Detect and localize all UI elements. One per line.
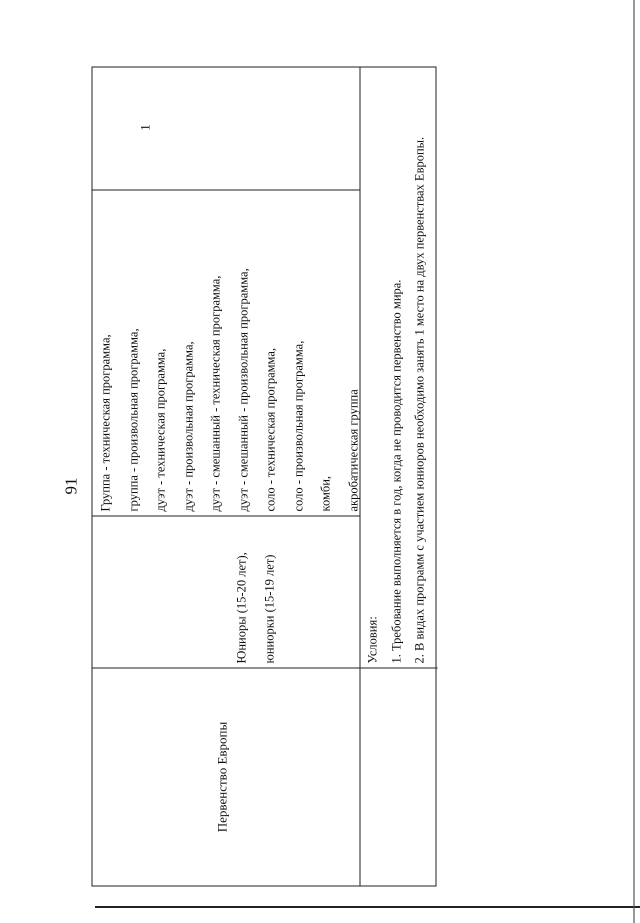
program-item: акробатическая группа — [346, 389, 360, 512]
requirements-table — [92, 67, 437, 887]
program-item: дуэт - техническая программа, — [153, 348, 168, 512]
rotated-content — [61, 67, 437, 887]
program-item: группа - произвольная программа, — [126, 328, 140, 512]
program-item: дуэт - смешанный - произвольная программа, — [236, 268, 250, 512]
age-group-line: Юниоры (15-20 лет), — [234, 552, 249, 664]
program-item: дуэт - смешанный - техническая программа, — [208, 275, 223, 512]
event-cell — [93, 668, 360, 886]
program-item: Группа - техническая программа, — [98, 334, 113, 512]
condition-item: 2. В видах программ с участием юниоров необходимо занять 1 место на двух первенствах Европы. — [412, 136, 427, 664]
program-item: соло - произвольная программа, — [291, 340, 305, 512]
conditions-title: Условия: — [365, 616, 380, 664]
scan-edge — [633, 0, 635, 923]
programs-cell — [93, 190, 360, 516]
table-row — [93, 68, 361, 886]
place-cell — [93, 66, 360, 190]
age-group-cell — [93, 516, 360, 668]
condition-item: 1. Требование выполняется в год, когда не проводится первенство мира. — [389, 279, 403, 664]
page-number: 91 — [61, 477, 81, 495]
age-group-line: юниорки (15-19 лет) — [262, 554, 276, 664]
event-name: Первенство Европы — [214, 721, 230, 833]
program-item: комби, — [318, 475, 333, 512]
program-item: соло - техническая программа, — [263, 347, 278, 512]
scan-edge — [95, 906, 640, 908]
place-value: 1 — [137, 124, 153, 131]
conditions-row — [360, 68, 438, 886]
program-item: дуэт - произвольная программа, — [181, 341, 195, 512]
conditions-block — [362, 74, 433, 664]
